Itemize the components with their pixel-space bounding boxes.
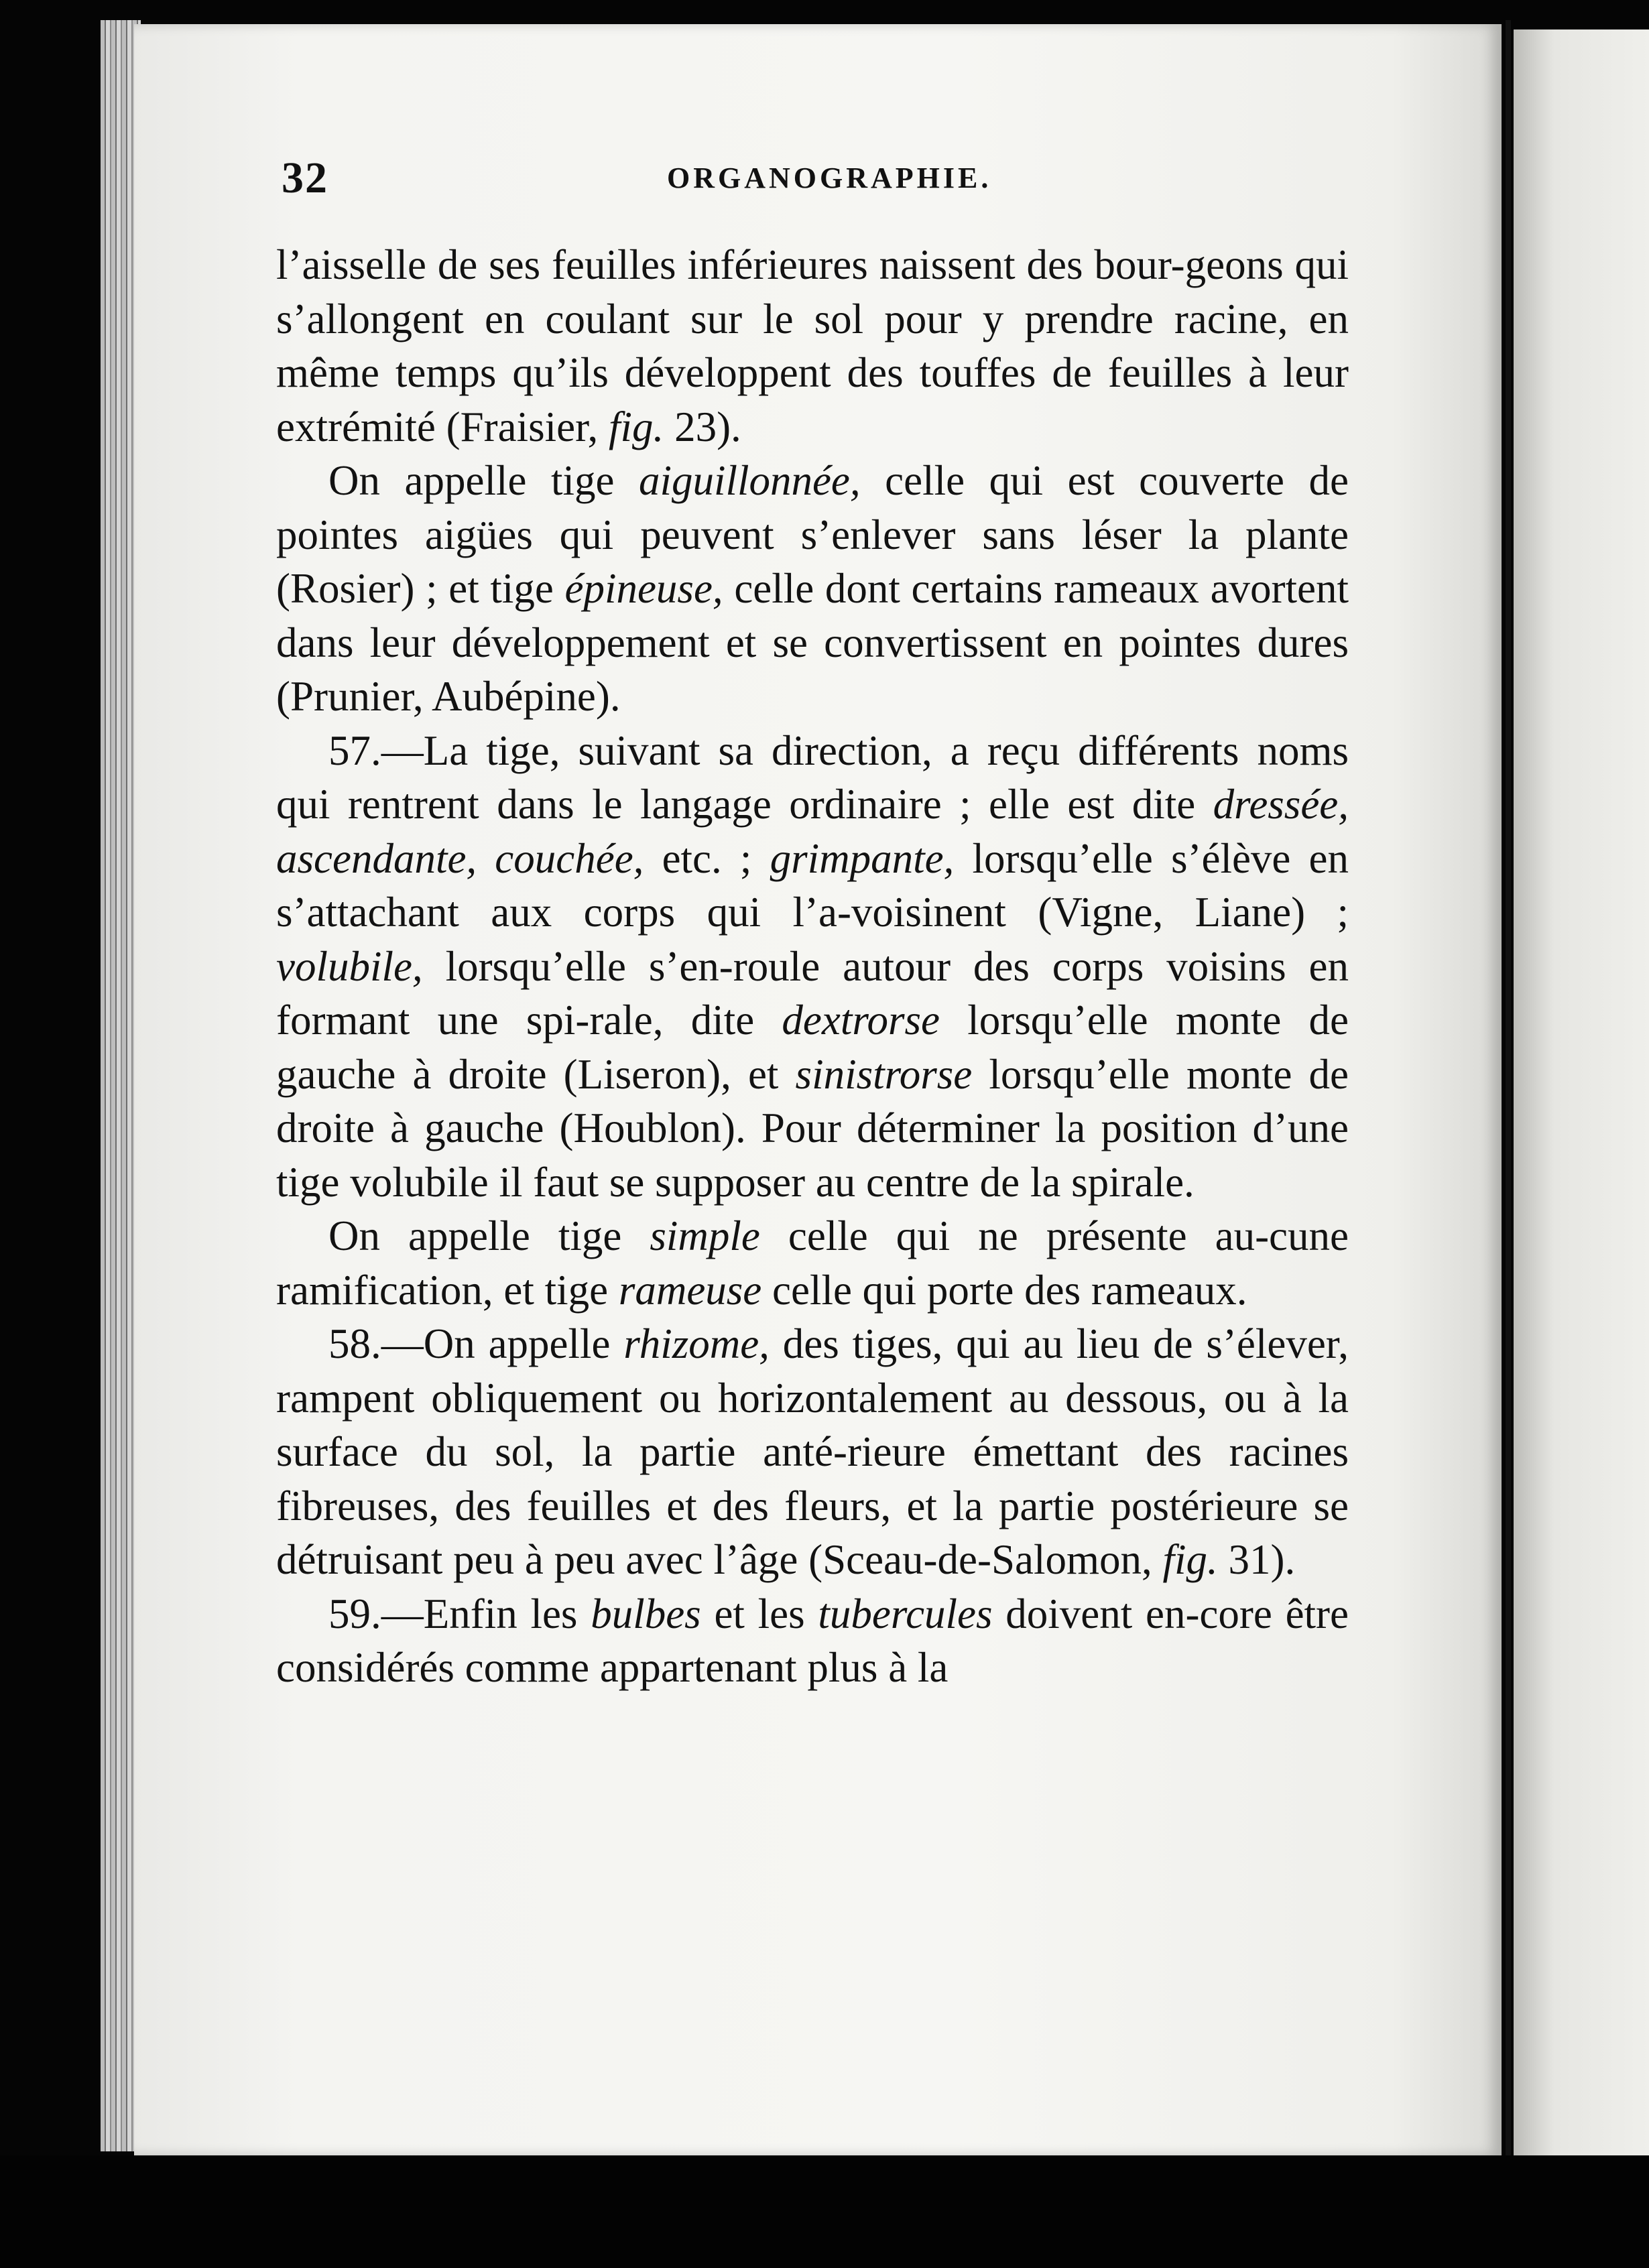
text-segment: 59.—Enfin les <box>328 1590 591 1637</box>
text-segment: celle qui est couverte de pointes aigües qui peuvent s’enlever sans léser la plante (Rosier) ; et tige <box>276 457 1349 612</box>
italic-text-segment: épineuse, <box>564 565 723 612</box>
text-segment: celle qui ne présente au-cune ramification, et tige <box>276 1212 1349 1314</box>
italic-text-segment: rameuse <box>618 1266 762 1314</box>
bottom-scan-shadow <box>0 2155 1649 2268</box>
paragraph-continuation <box>276 238 1349 454</box>
paragraph-section-57 <box>276 724 1349 1210</box>
running-header <box>282 153 1327 206</box>
text-segment: 23). <box>664 403 741 450</box>
text-segment: lorsqu’elle s’élève en s’attachant aux corps qui l’a-voisinent (Vigne, Liane) ; <box>276 834 1349 936</box>
italic-text-segment: fig. <box>1162 1536 1218 1583</box>
text-segment: etc. ; <box>644 834 770 882</box>
facing-page-edge <box>1514 29 1649 2161</box>
italic-text-segment: aiguillonnée, <box>638 457 861 504</box>
text-segment: lorsqu’elle monte de droite à gauche (Houblon). Pour déterminer la position d’une tige volubile il faut se supposer au centre de la spirale. <box>276 1050 1349 1206</box>
italic-text-segment: dressée, ascendante, couchée, <box>276 781 1349 882</box>
page-gutter <box>1506 20 1511 2165</box>
italic-text-segment: rhizome, <box>623 1320 770 1367</box>
text-segment: lorsqu’elle s’en-roule autour des corps voisins en formant une spi-rale, dite <box>276 942 1349 1044</box>
italic-text-segment: dextrorse <box>782 997 940 1044</box>
italic-text-segment: tubercules <box>818 1590 993 1637</box>
text-segment: 57.—La tige, suivant sa direction, a reçu différents noms qui rentrent dans le langage ordinaire ; elle est dite <box>276 727 1349 828</box>
text-segment: celle dont certains rameaux avortent dans leur développement et se convertissent en pointes dures (Prunier, Aubépine). <box>276 565 1349 720</box>
text-segment: des tiges, qui au lieu de s’élever, rampent obliquement ou horizontalement au dessous, ou à la surface du sol, la partie anté-rieure émettant des racines fibreuses, des feuilles et des fleurs, et la partie postérieure se détruisant peu à peu avec l’âge (Sceau-de-Salomon, <box>276 1320 1349 1583</box>
text-segment: et les <box>700 1590 818 1637</box>
text-segment: celle qui porte des rameaux. <box>761 1266 1247 1314</box>
paragraph-section-59 <box>276 1587 1349 1695</box>
text-segment: On appelle tige <box>328 457 639 504</box>
italic-text-segment: fig. <box>609 403 664 450</box>
text-segment: 58.—On appelle <box>328 1320 624 1367</box>
italic-text-segment: bulbes <box>591 1590 701 1637</box>
text-segment: 31). <box>1217 1536 1296 1583</box>
body-text <box>276 238 1349 1695</box>
paragraph-stem-types <box>276 454 1349 724</box>
text-segment: lorsqu’elle monte de gauche à droite (Liseron), et <box>276 997 1349 1098</box>
text-segment: On appelle tige <box>328 1212 650 1259</box>
text-segment: doivent en-core être considérés comme appartenant plus à la <box>276 1590 1349 1691</box>
italic-text-segment: volubile, <box>276 942 423 990</box>
italic-text-segment: simple <box>650 1212 760 1259</box>
running-title: ORGANOGRAPHIE. <box>667 162 992 194</box>
italic-text-segment: grimpante, <box>770 834 955 882</box>
text-segment: l’aisselle de ses feuilles inférieures naissent des bour-geons qui s’allongent en coulant sur le sol pour y prendre racine, en même temps qu’ils développent des touffes de feuilles à leur extrémité (Fraisier, <box>276 241 1349 450</box>
paragraph-section-58 <box>276 1317 1349 1587</box>
page-number: 32 <box>282 153 328 202</box>
italic-text-segment: sinistrorse <box>795 1050 973 1098</box>
paragraph-simple-rameuse <box>276 1209 1349 1317</box>
